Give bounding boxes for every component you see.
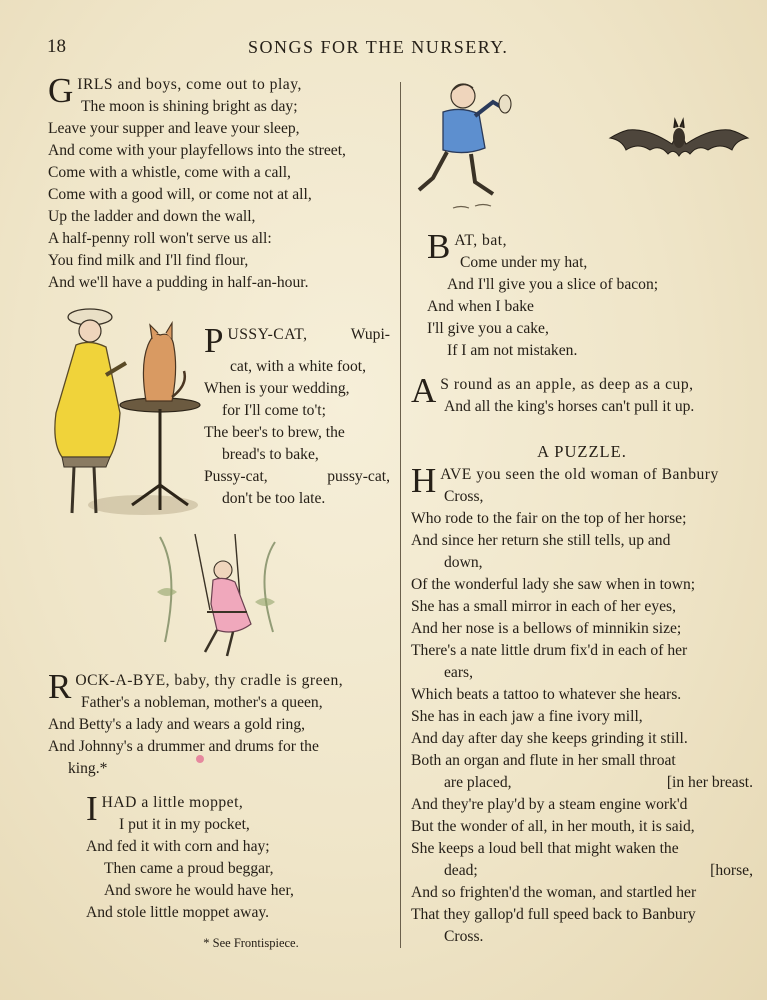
poem-line: Of the wonderful lady she saw when in town; bbox=[411, 576, 696, 593]
poem-line: Pussy-cat, bbox=[204, 468, 268, 485]
footnote: * See Frontispiece. bbox=[203, 936, 299, 950]
ink-spot bbox=[196, 755, 204, 763]
poem-line: are placed, bbox=[444, 774, 512, 791]
poem-moppet bbox=[86, 789, 386, 951]
poem-line: And all the king's horses can't pull it up. bbox=[444, 398, 695, 415]
poem-line: Come with a whistle, come with a call, bbox=[48, 164, 291, 181]
poem-line: And come with your playfellows into the street, bbox=[48, 142, 346, 159]
dropcap: B bbox=[427, 227, 451, 266]
poem-line: Which beats a tattoo to whatever she hears. bbox=[411, 686, 682, 703]
poem-line: If I am not mistaken. bbox=[447, 342, 578, 359]
poem-line: She has a small mirror in each of her eyes, bbox=[411, 598, 677, 615]
poem-pussy-cat bbox=[204, 321, 390, 510]
poem-line: I'll give you a cake, bbox=[427, 320, 549, 337]
poem-line: When is your wedding, bbox=[204, 380, 350, 397]
poem-line: That they gallop'd full speed back to Banbury bbox=[411, 906, 696, 923]
poem-line: And stole little moppet away. bbox=[86, 904, 270, 921]
poem-line: Father's a nobleman, mother's a queen, bbox=[81, 694, 323, 711]
page-number: 18 bbox=[47, 36, 66, 57]
poem-line: dead; bbox=[444, 862, 478, 879]
poem-line: king.* bbox=[68, 760, 108, 777]
poem-round-as-an-apple bbox=[411, 371, 753, 418]
girl-on-swing-illustration bbox=[155, 532, 280, 662]
poem-line: Come under my hat, bbox=[460, 254, 588, 271]
poem-line: And her nose is a bellows of minnikin size; bbox=[411, 620, 682, 637]
page-header bbox=[0, 36, 767, 62]
poem-line: She keeps a loud bell that might waken the bbox=[411, 840, 679, 857]
left-column bbox=[48, 71, 393, 950]
dropcap: G bbox=[48, 71, 74, 110]
poem-line: [horse, bbox=[710, 862, 753, 879]
poem-line: The moon is shining bright as day; bbox=[81, 98, 298, 115]
poem-a-puzzle bbox=[411, 430, 753, 948]
running-title: SONGS FOR THE NURSERY. bbox=[248, 37, 509, 57]
poem-line: And Betty's a lady and wears a gold ring, bbox=[48, 716, 306, 733]
poem-line: HAD a little moppet, bbox=[101, 794, 244, 811]
poem-line: And Johnny's a drummer and drums for the bbox=[48, 738, 319, 755]
poem-line: And so frighten'd the woman, and startled her bbox=[411, 884, 697, 901]
poem-line: And day after day she keeps grinding it still. bbox=[411, 730, 688, 747]
poem-line: Cross, bbox=[444, 488, 484, 505]
poem-line: She has in each jaw a fine ivory mill, bbox=[411, 708, 643, 725]
poem-line: IRLS and boys, come out to play, bbox=[77, 76, 302, 93]
poem-line: There's a nate little drum fix'd in each of her bbox=[411, 642, 688, 659]
poem-line: And I'll give you a slice of bacon; bbox=[447, 276, 659, 293]
poem-line: Who rode to the fair on the top of her horse; bbox=[411, 510, 687, 527]
poem-line: [in her breast. bbox=[666, 774, 753, 791]
poem-line: S round as an apple, as deep as a cup, bbox=[440, 376, 694, 393]
poem-line: Then came a proud beggar, bbox=[104, 860, 274, 877]
poem-line: I put it in my pocket, bbox=[119, 816, 250, 833]
poem-line: ears, bbox=[444, 664, 474, 681]
poem-line: Up the ladder and down the wall, bbox=[48, 208, 256, 225]
poem-line: bread's to bake, bbox=[222, 446, 319, 463]
poem-line: cat, with a white foot, bbox=[230, 358, 366, 375]
poem-line: Leave your supper and leave your sleep, bbox=[48, 120, 300, 137]
dropcap: P bbox=[204, 321, 224, 360]
poem-line: OCK-A-BYE, baby, thy cradle is green, bbox=[75, 672, 344, 689]
poem-line: The beer's to brew, the bbox=[204, 424, 345, 441]
bat-illustration bbox=[608, 108, 750, 168]
poem-line: And we'll have a pudding in half-an-hour. bbox=[48, 274, 309, 291]
column-divider bbox=[400, 82, 401, 948]
poem-line: You find milk and I'll find flour, bbox=[48, 252, 249, 269]
poem-bat-bat bbox=[427, 227, 747, 362]
poem-line: But the wonder of all, in her mouth, it is said, bbox=[411, 818, 695, 835]
poem-line: And when I bake bbox=[427, 298, 534, 315]
boy-running-illustration bbox=[413, 78, 513, 218]
poem-line: And swore he would have her, bbox=[104, 882, 294, 899]
dropcap: A bbox=[411, 371, 437, 410]
poem-line: AVE you seen the old woman of Banbury bbox=[440, 466, 719, 483]
poem-line: for I'll come to't; bbox=[222, 402, 326, 419]
poem-line: And they're play'd by a steam engine work'd bbox=[411, 796, 688, 813]
dropcap: H bbox=[411, 461, 437, 500]
dropcap: R bbox=[48, 667, 72, 706]
dropcap: I bbox=[86, 789, 98, 828]
poem-line: Cross. bbox=[444, 928, 484, 945]
girl-and-cat-illustration bbox=[48, 305, 208, 527]
poem-line: AT, bat, bbox=[454, 232, 508, 249]
poem-rock-a-bye bbox=[48, 667, 393, 780]
poem-line: Both an organ and flute in her small throat bbox=[411, 752, 676, 769]
poem-line: Wupi- bbox=[350, 326, 390, 343]
poem-line: don't be too late. bbox=[222, 490, 326, 507]
poem-line: down, bbox=[444, 554, 483, 571]
poem-title: A PUZZLE. bbox=[537, 442, 627, 461]
poem-line: USSY-CAT, bbox=[227, 326, 308, 343]
poem-line: And since her return she still tells, up and bbox=[411, 532, 671, 549]
poem-line: Come with a good will, or come not at all, bbox=[48, 186, 312, 203]
poem-line: A half-penny roll won't serve us all: bbox=[48, 230, 272, 247]
poem-line: pussy-cat, bbox=[327, 468, 390, 485]
poem-line: And fed it with corn and hay; bbox=[86, 838, 270, 855]
poem-girls-and-boys bbox=[48, 71, 393, 294]
